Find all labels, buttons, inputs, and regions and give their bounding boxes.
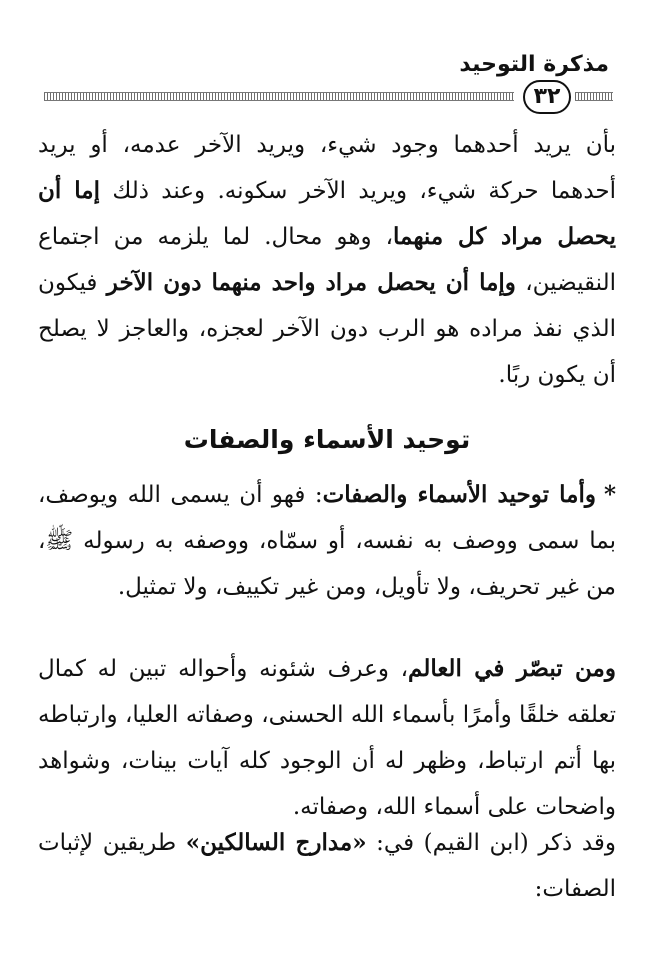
- paragraph-reflection: [38, 646, 616, 830]
- page-number: ٣٢: [523, 80, 571, 114]
- paragraph-text: بأن يريد أحدهما وجود شيء، ويريد الآخر عدمه، أو يريد أحدهما حركة شيء، ويريد الآخر سكونه. وعند ذلك: [38, 132, 616, 204]
- paragraph-text: : فهو أن يسمى الله ويوصف، بما سمى ووصف به نفسه، أو سمّاه، ووصفه به رسوله ﷺ، من غير تحريف، ولا تأويل، ومن غير تكييف، ولا تمثيل.: [38, 482, 616, 600]
- paragraph-text: طريقين لإثبات الصفات:: [38, 830, 616, 902]
- section-heading: توحيد الأسماء والصفات: [183, 425, 471, 454]
- emphasis-text: وإما أن يحصل مراد واحد منهما دون الآخر: [106, 269, 516, 296]
- paragraph-text: ، وهو محال. لما يلزمه من اجتماع النقيضين،: [38, 224, 616, 296]
- emphasis-text: وأما توحيد الأسماء والصفات: [322, 481, 596, 508]
- asterisk-bullet-icon: *: [603, 481, 616, 508]
- book-title-emphasis: «مدارج السالكين»: [185, 829, 367, 856]
- emphasis-text: ومن تبصّر في العالم: [408, 655, 616, 682]
- paragraph-text: وقد ذكر (ابن القيم) في:: [366, 830, 616, 856]
- paragraph-ibn-qayyim: [38, 820, 616, 912]
- header-decorative-rule-right: [575, 92, 613, 101]
- paragraph-definition: [38, 472, 616, 610]
- emphasis-text: إما أن يحصل مراد كل منهما: [38, 177, 616, 250]
- paragraph-text: فيكون الذي نفذ مراده هو الرب دون الآخر لعجزه، والعاجز لا يصلح أن يكون ربًا.: [38, 270, 616, 388]
- header-decorative-rule: [44, 92, 514, 101]
- paragraph-tawhid-argument: [38, 122, 616, 398]
- running-title: مذكرة التوحيد: [459, 52, 609, 77]
- paragraph-text: ، وعرف شئونه وأحواله تبين له كمال تعلقه خلقًا وأمرًا بأسماء الله الحسنى، وصفاته العليا، وارتباطه بها أتم ارتباط، وظهر له أن الوجود كله آيات بينات، وشواهد واضحات على أسماء الله، وصفاته.: [38, 656, 616, 820]
